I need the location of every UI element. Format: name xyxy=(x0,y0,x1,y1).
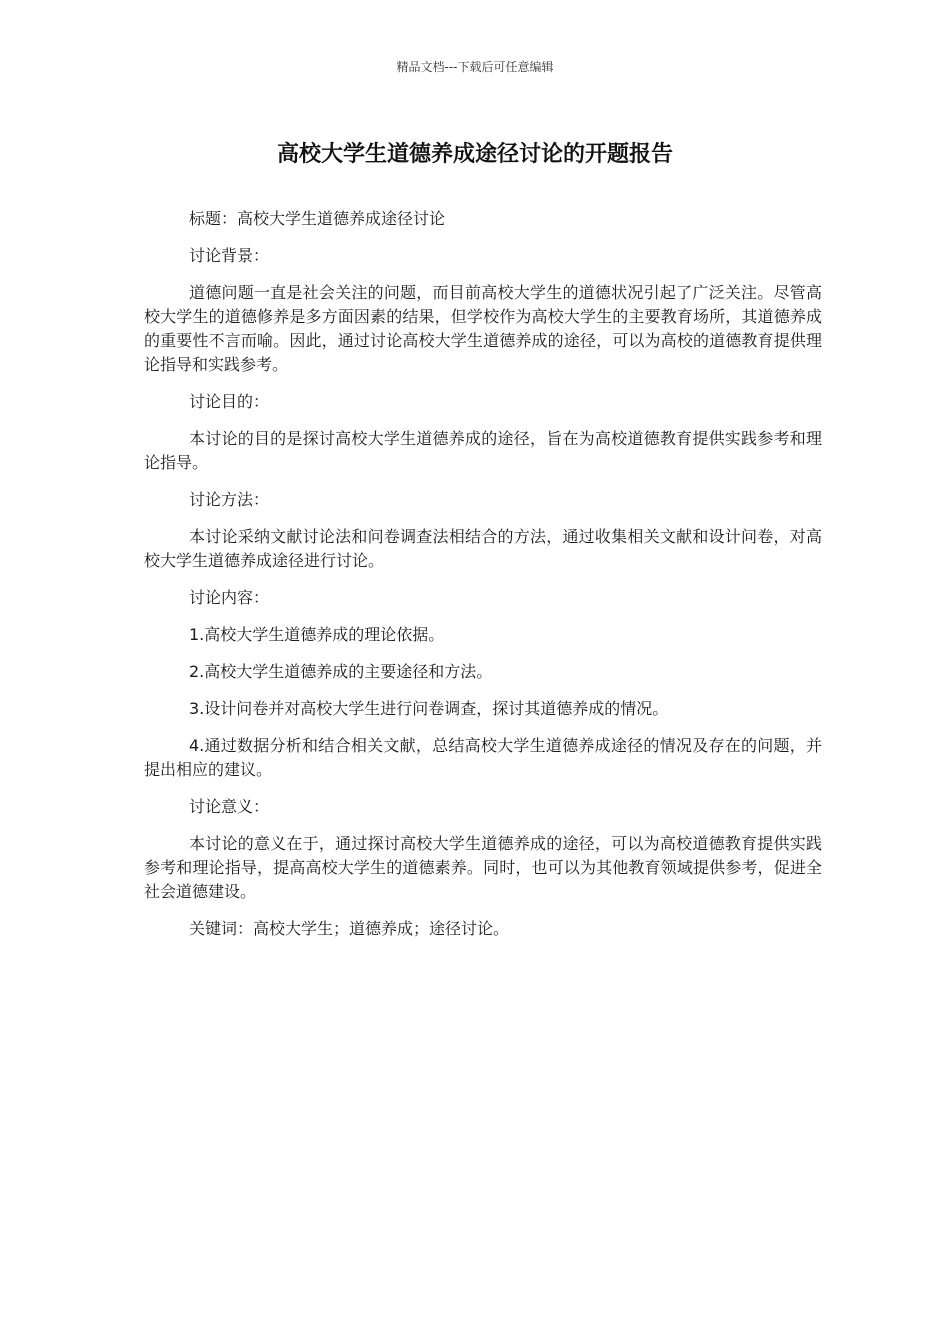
content-item-3: 3.设计问卷并对高校大学生进行问卷调查，探讨其道德养成的情况。 xyxy=(189,699,669,718)
content-item-1: 1.高校大学生道德养成的理论依据。 xyxy=(189,625,445,644)
purpose-paragraph: 本讨论的目的是探讨高校大学生道德养成的途径，旨在为高校道德教育提供实践参考和理论指导。 xyxy=(144,429,822,472)
section-heading-significance: 讨论意义： xyxy=(189,797,270,816)
section-heading-purpose: 讨论目的： xyxy=(189,392,270,411)
section-heading-background: 讨论背景： xyxy=(189,246,270,265)
section-heading-content: 讨论内容： xyxy=(189,588,270,607)
document-title: 高校大学生道德养成途径讨论的开题报告 xyxy=(276,142,673,167)
subject-line: 标题：高校大学生道德养成途径讨论 xyxy=(189,209,446,228)
content-item-2: 2.高校大学生道德养成的主要途径和方法。 xyxy=(189,662,493,681)
content-item-4: 4.通过数据分析和结合相关文献，总结高校大学生道德养成途径的情况及存在的问题，并提出相应的建议。 xyxy=(144,736,822,779)
section-heading-method: 讨论方法： xyxy=(189,490,270,509)
significance-paragraph: 本讨论的意义在于，通过探讨高校大学生道德养成的途径，可以为高校道德教育提供实践参考和理论指导，提高高校大学生的道德素养。同时，也可以为其他教育领域提供参考，促进全社会道德建设。 xyxy=(144,834,822,901)
background-paragraph: 道德问题一直是社会关注的问题，而目前高校大学生的道德状况引起了广泛关注。尽管高校大学生的道德修养是多方面因素的结果，但学校作为高校大学生的主要教育场所，其道德养成的重要性不言而喻。因此，通过讨论高校大学生道德养成的途径，可以为高校的道德教育提供理论指导和实践参考。 xyxy=(144,283,822,374)
document-body xyxy=(144,207,822,954)
header-note: 精品文档---下载后可任意编辑 xyxy=(396,60,554,74)
method-paragraph: 本讨论采纳文献讨论法和问卷调查法相结合的方法，通过收集相关文献和设计问卷，对高校大学生道德养成途径进行讨论。 xyxy=(144,527,822,570)
keywords-line: 关键词：高校大学生；道德养成；途径讨论。 xyxy=(189,919,510,938)
